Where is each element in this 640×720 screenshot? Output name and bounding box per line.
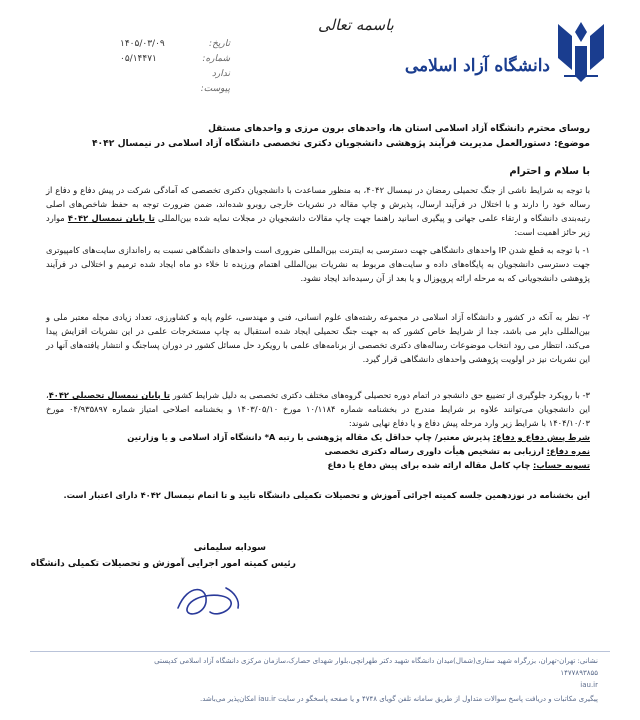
university-name: دانشگاه آزاد اسلامی bbox=[404, 56, 550, 76]
footer-postal-code: ۱۴۷۷۸۹۳۸۵۵ bbox=[560, 669, 598, 677]
footer-address: نشانی: تهران-تهران، بزرگراه شهید ستاری(شمال)میدان دانشگاه شهید دکتر طهرانچی،بلوار شهدای حصارک،سازمان مرکزی دانشگاه آزاد اسلامی کدپستی bbox=[154, 657, 598, 665]
semester-underlined: تا پایان نیمسال تحصیلی ۴۰۴۲ bbox=[48, 390, 170, 400]
university-logo-icon bbox=[554, 18, 608, 84]
list-item: شرط پیش دفاع و دفاع: پذیرش معتبر/ چاپ حداقل یک مقاله پژوهشی با رتبه A* دانشگاه آزاد اسلامی و یا وزارتین bbox=[127, 432, 590, 442]
footer-divider bbox=[30, 651, 610, 652]
meta-number: شماره: ۰۵/۱۴۴۷۱ bbox=[120, 53, 230, 64]
greeting: با سلام و احترام bbox=[509, 166, 590, 177]
meta-attachment: پیوست: bbox=[200, 83, 230, 94]
meta-none: ندارد bbox=[211, 68, 230, 79]
meta-date: تاریخ: ۱۴۰۵/۰۳/۰۹ bbox=[120, 38, 230, 49]
subject-line bbox=[46, 137, 590, 151]
deadline-underlined: تا پایان نیمسال ۴۰۴۲ bbox=[67, 213, 155, 223]
letter-meta bbox=[120, 36, 230, 96]
paragraph-item-1: ۱- با توجه به قطع شدن IP واحدهای دانشگاهی جهت دسترسی به اینترنت بین‌المللی ضروری است واحدهای دانشگاهی نسبت به راه‌اندازی سایت‌های کامپیوتری جهت دسترسی دانشجویان به پایگاه‌های داده و سایت‌های مربوط به نشریات بین‌المللی اهتمام ورزیده تا خلاء دو ماه ایجاد شده ترمیم و اختلالی در فرآیند پژوهشی دانشجویانی که به مرحله ارائه پروپوزال و یا بعد از آن رسیده‌اند ایجاد نشود. bbox=[46, 245, 590, 283]
list-item: نمره دفاع: ارزیابی به تشخیص هیأت داوری رساله دکتری تخصصی bbox=[324, 446, 590, 456]
footer-website[interactable]: iau.ir bbox=[580, 681, 598, 689]
paragraph-item-2: ۲- نظر به آنکه در کشور و دانشگاه آزاد اسلامی در مجموعه رشته‌های علوم انسانی، فنی و مهندسی، علوم پایه و کشاورزی، تعداد زیادی مجله معتبر ملی و بین‌المللی دایر می باشد، جدا از شرایط خاص کشور که به جهت جنگ تحمیلی ایجاد شده استقبال به چاپ مستخرجات علمی در این نشریات افزایش پیدا می‌کند، انتظار می رود انتخاب موضوعات رساله‌های دکتری تخصصی از برنامه‌های علمی با رویکرد حل مسائل کشور در دوران پساجنگ و انتشار یافته‌های آنها در این نشریات نیز در اولویت پژوهشی واحدهای دانشگاهی قرار گیرد. bbox=[46, 312, 590, 364]
subject-label: موضوع: bbox=[553, 138, 590, 149]
handwritten-signature-icon bbox=[168, 578, 248, 624]
signatory-title: رئیس کمیته امور اجرایی آموزش و تحصیلات تکمیلی دانشگاه bbox=[30, 559, 296, 569]
addressee: روسای محترم دانشگاه آزاد اسلامی استان ها، واحدهای برون مرزی و واحدهای مستقل bbox=[208, 124, 590, 134]
signatory-name: سودابه سلیمانی bbox=[193, 543, 266, 553]
bismillah-heading: باسمه تعالی bbox=[318, 16, 394, 34]
paragraph-intro: با توجه به شرایط ناشی از جنگ تحمیلی رمضان در نیمسال ۴۰۴۲، به منظور مساعدت با دانشجویان دکتری تخصصی که آمادگی شرکت در پیش دفاع و دفاع از رساله خود را دارند و با اختلال در فرآیند ارسال، پذیرش و چاپ مقاله در نشریات خارجی روبرو شده‌اند، ضمن ضرورت توجه به حفظ شاخص‌های اصلی رتبه‌بندی دانشگاه و ارتقاء علمی جهانی و پیگیری اسانید راهنما جهت چاپ مقالات دانشجویان در مجلات نمایه شده بین‌المللی تا پایان نیمسال ۴۰۴۲ موارد زیر حائز اهمیت است: bbox=[46, 185, 591, 237]
conditions-list bbox=[46, 430, 590, 472]
footer-note: پیگیری مکاتبات و دریافت پاسخ سوالات متداول از طریق سامانه تلفن گویای ۴۷۴۸ و یا صفحه پاسخگو در سایت iau.ir امکان‌پذیر می‌باشد. bbox=[200, 695, 598, 703]
subject-text: دستورالعمل مدیریت فرآیند پژوهشی دانشجویان دکتری تخصصی دانشگاه آزاد اسلامی در نیمسال ۴۰۴۲ bbox=[91, 138, 551, 149]
paragraph-item-3: ۳- با رویکرد جلوگیری از تضییع حق دانشجو در اتمام دوره تحصیلی گروه‌های مختلف دکتری تخصصی به دلیل شرایط کشور تا پایان نیمسال تحصیلی ۴۰۴۲، این دانشجویان می‌توانند علاوه بر شرایط مندرج در بخشنامه شماره ۱۰/۱۱۸۴ مورخ ۱۴۰۳/۰۵/۱۰ و بخشنامه اصلاحی امتیاز شماره ۰۴/۹۳۵۸۹۷ مورخ ۱۴۰۴/۱۰/۰۳ با شرایط زیر وارد مرحله پیش دفاع و یا دفاع نهایی شوند: bbox=[46, 390, 591, 428]
list-item: تسویه حساب: چاپ کامل مقاله ارائه شده برای پیش دفاع یا دفاع bbox=[327, 460, 590, 470]
paragraph-closing: این بخشنامه در نوزدهمین جلسه کمیته اجرائی آموزش و تحصیلات تکمیلی دانشگاه تایید و تا اتمام نیمسال ۴۰۴۲ دارای اعتبار است. bbox=[63, 490, 590, 500]
